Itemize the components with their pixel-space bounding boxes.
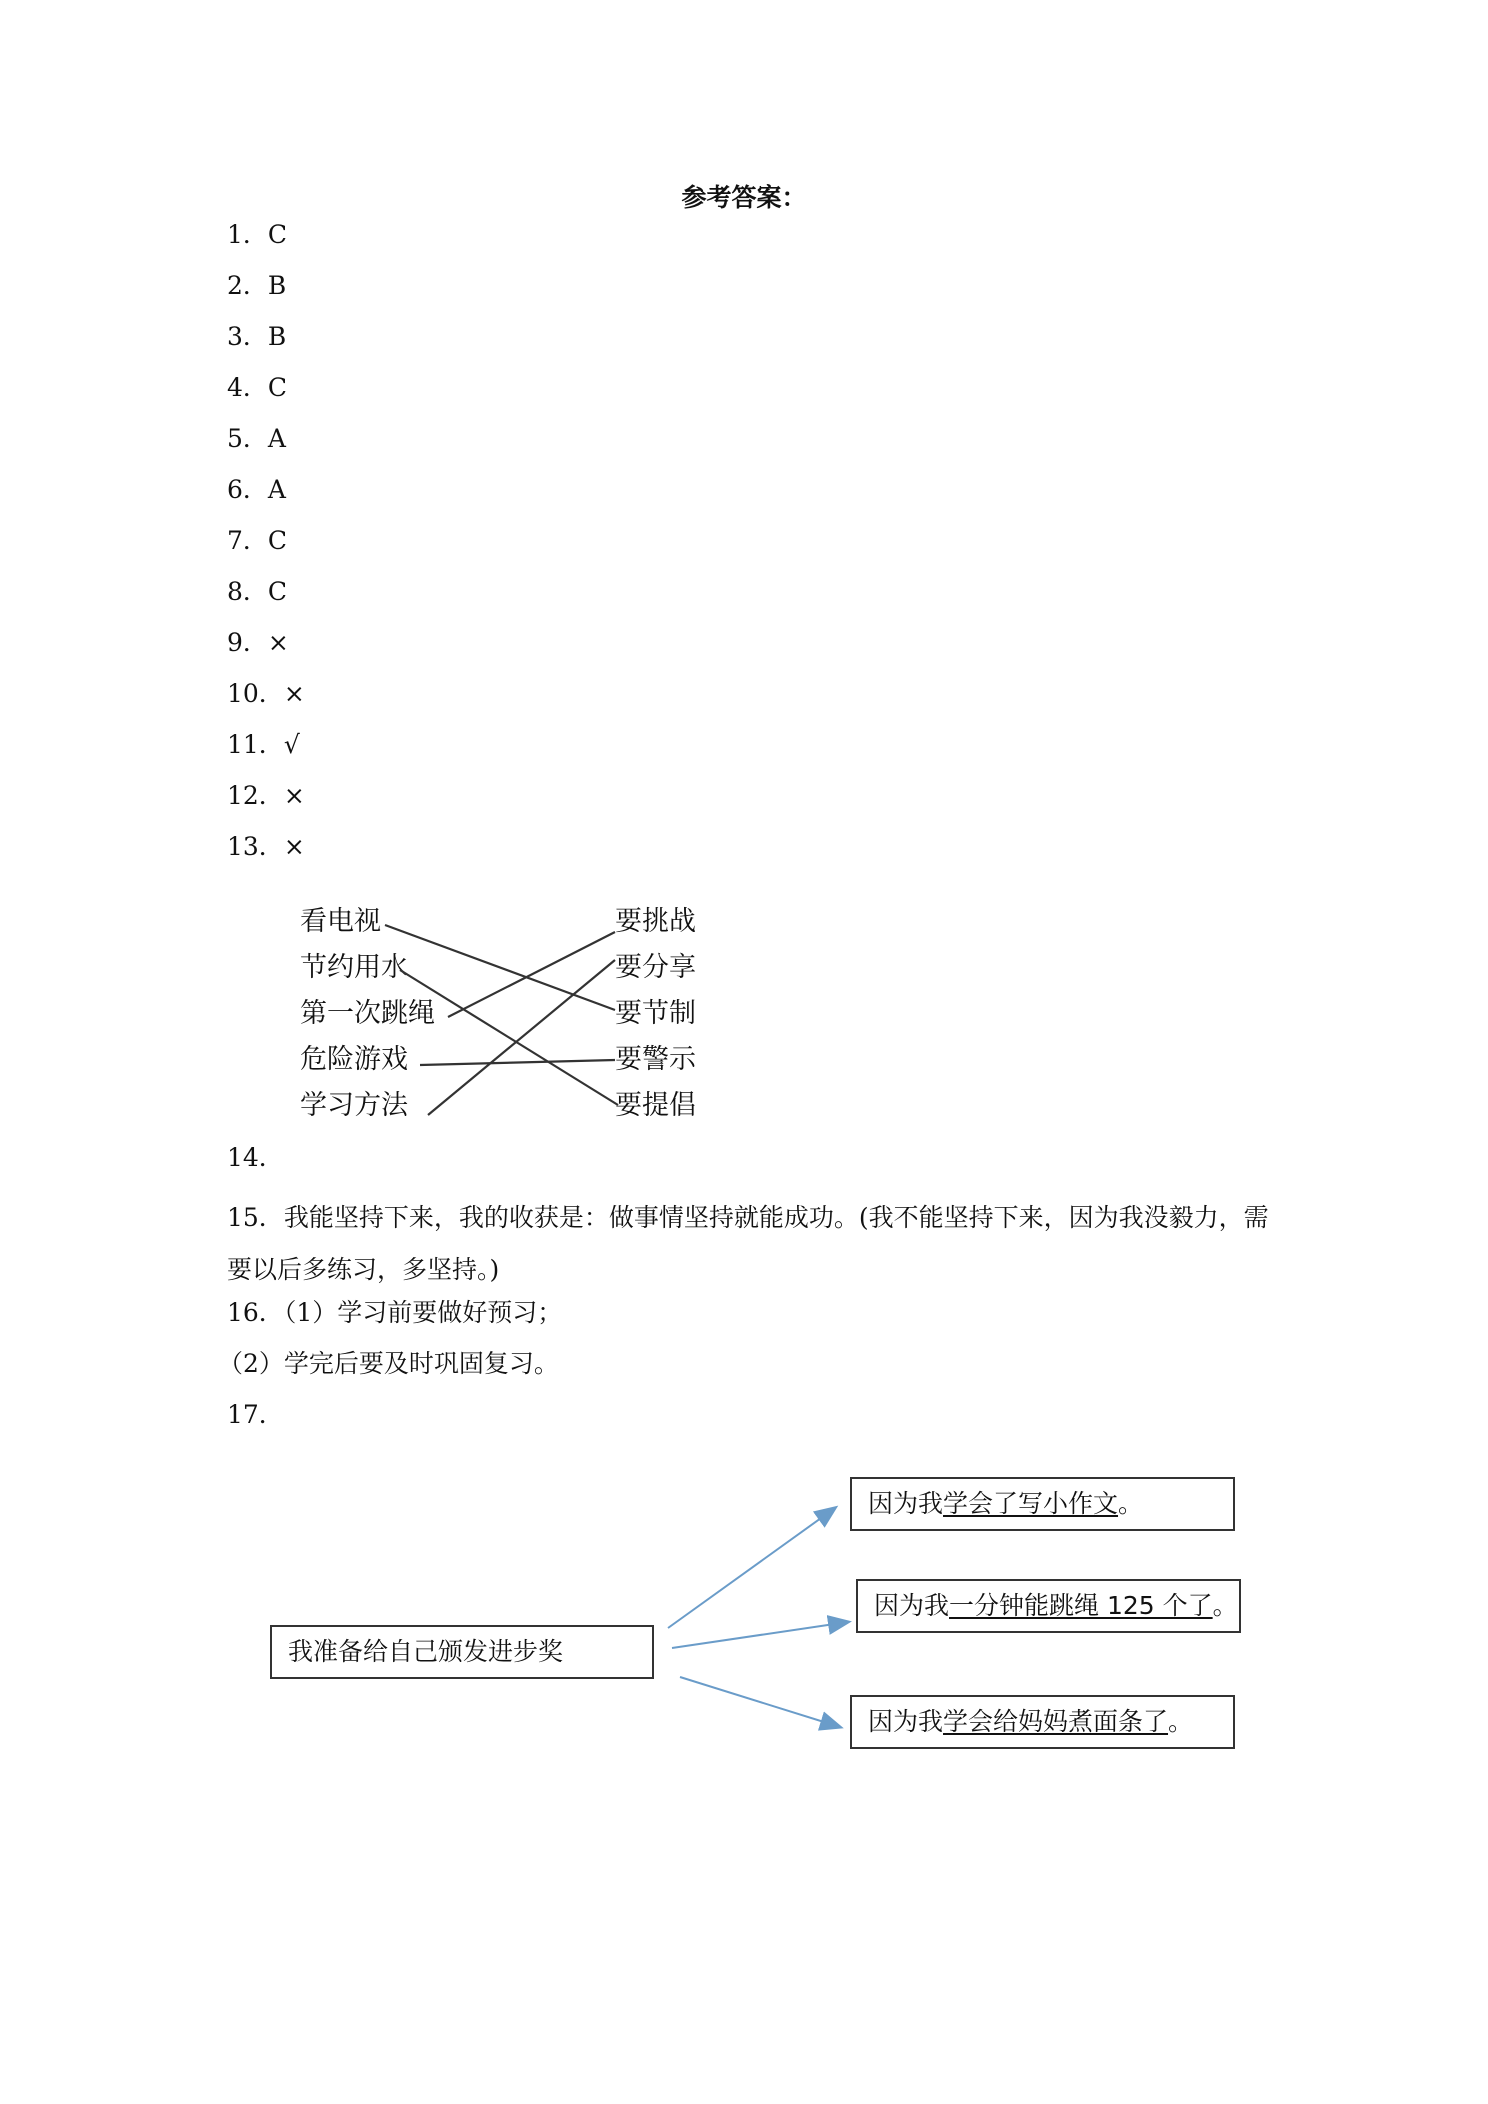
reason-suffix: 。	[1118, 1489, 1144, 1518]
reason-box-1	[850, 1477, 1235, 1531]
reason-underlined: 学会给妈妈煮面条了	[943, 1707, 1169, 1736]
flow-arrow	[668, 1508, 835, 1628]
answer-number: 11．	[227, 730, 284, 759]
answer-value: B	[267, 322, 287, 351]
match-left-item: 危险游戏	[300, 1044, 408, 1075]
reason-prefix: 因为我	[868, 1707, 944, 1736]
answer-number: 16．	[227, 1298, 284, 1327]
answer-text: （1）学习前要做好预习；	[283, 1298, 563, 1327]
reason-suffix: 。	[1212, 1591, 1238, 1620]
reason-suffix: 。	[1168, 1707, 1194, 1736]
answer-value: √	[283, 730, 300, 759]
match-left-item: 节约用水	[300, 952, 408, 983]
answer-number: 12．	[227, 781, 284, 810]
answer-value: A	[267, 475, 286, 504]
reason-underlined: 一分钟能跳绳 125 个了	[949, 1591, 1213, 1620]
match-right-item: 要警示	[615, 1044, 696, 1075]
answer-number: 7．	[227, 526, 268, 555]
match-left-item: 第一次跳绳	[300, 998, 435, 1029]
answer-value: A	[267, 424, 286, 453]
answer-text: （2）学完后要及时巩固复习。	[218, 1349, 559, 1378]
flow-arrow	[680, 1677, 840, 1727]
answer-value: ×	[267, 628, 289, 657]
answer-value: C	[267, 373, 288, 402]
match-left-item: 看电视	[300, 906, 381, 937]
reason-underlined: 学会了写小作文	[943, 1489, 1119, 1518]
reason-box-2	[856, 1579, 1241, 1633]
answer-number: 1．	[227, 220, 268, 249]
answer-value: C	[267, 577, 288, 606]
answer-number: 3．	[227, 322, 268, 351]
answer-number: 13．	[227, 832, 284, 861]
reason-prefix: 因为我	[874, 1591, 950, 1620]
answer-text: 我能坚持下来，我的收获是：做事情坚持就能成功。(我不能坚持下来，因为我没毅力，需要以后多练习，多坚持。)	[227, 1203, 1269, 1284]
answer-number: 9．	[227, 628, 268, 657]
answer-value: B	[267, 271, 287, 300]
match-right-item: 要节制	[615, 998, 696, 1029]
flow-arrow	[672, 1622, 848, 1648]
answer-value: ×	[283, 679, 305, 708]
answer-value: C	[267, 526, 288, 555]
reason-prefix: 因为我	[868, 1489, 944, 1518]
reason-box-3	[850, 1695, 1235, 1749]
answer-value: ×	[283, 832, 305, 861]
answer-number: 17．	[227, 1400, 284, 1429]
answer-number: 4．	[227, 373, 268, 402]
answer-number: 15．	[227, 1203, 284, 1232]
answer-number: 2．	[227, 271, 268, 300]
match-right-item: 要提倡	[615, 1090, 696, 1121]
award-source-box: 我准备给自己颁发进步奖	[270, 1625, 654, 1679]
answer-number: 5．	[227, 424, 268, 453]
answer-number: 8．	[227, 577, 268, 606]
match-right-item: 要分享	[615, 952, 696, 983]
answer-number: 10．	[227, 679, 284, 708]
match-right-item: 要挑战	[615, 906, 696, 937]
page-title: 参考答案：	[681, 183, 807, 212]
answer-value: C	[267, 220, 288, 249]
answer-value: ×	[283, 781, 305, 810]
answer-number: 6．	[227, 475, 268, 504]
answer-number: 14．	[227, 1143, 284, 1172]
match-left-item: 学习方法	[300, 1090, 408, 1121]
